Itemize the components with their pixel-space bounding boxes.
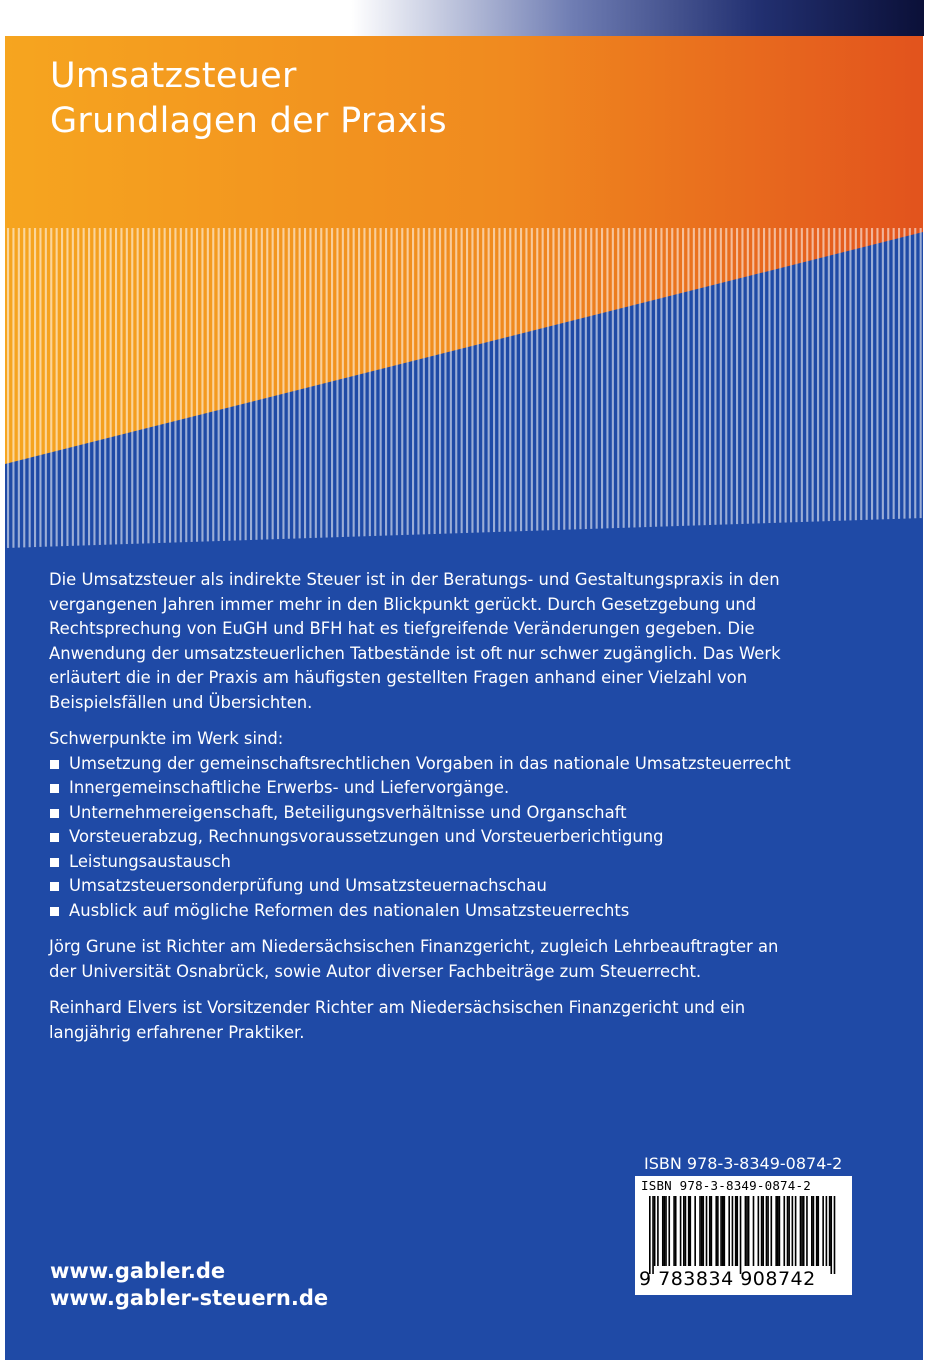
stripe xyxy=(380,228,382,536)
stripe xyxy=(272,228,274,539)
square-bullet-icon xyxy=(50,907,59,916)
stripe xyxy=(531,228,533,531)
barcode-bar xyxy=(735,1196,737,1266)
stripe xyxy=(682,228,684,526)
stripe xyxy=(698,228,700,525)
stripe xyxy=(779,228,781,523)
stripe xyxy=(277,228,279,539)
stripe xyxy=(191,228,193,542)
barcode-bar xyxy=(685,1196,687,1266)
stripe xyxy=(887,228,889,519)
barcode-bar xyxy=(694,1196,696,1266)
stripe xyxy=(342,228,344,537)
stripe xyxy=(126,228,128,544)
stripe xyxy=(261,228,263,540)
barcode-bar xyxy=(652,1196,654,1274)
barcode-bar xyxy=(816,1196,818,1266)
websites xyxy=(50,1258,328,1312)
barcode-bar xyxy=(728,1196,730,1266)
focus-heading: Schwerpunkte im Werk sind: xyxy=(49,729,284,748)
barcode-bar xyxy=(761,1196,763,1266)
stripe xyxy=(169,228,171,543)
stripe xyxy=(299,228,301,538)
stripe xyxy=(331,228,333,537)
stripe xyxy=(137,228,139,544)
stripe xyxy=(439,228,441,534)
barcode-bar xyxy=(783,1196,785,1266)
stripe xyxy=(250,228,252,540)
stripe xyxy=(806,228,808,522)
barcode-bar xyxy=(746,1196,748,1266)
stripe xyxy=(839,228,841,521)
website-gabler[interactable]: www.gabler.de xyxy=(50,1259,226,1283)
barcode-digits: 9 783834 908742 xyxy=(639,1268,816,1290)
stripe xyxy=(83,228,85,545)
stripe xyxy=(525,228,527,531)
stripe xyxy=(617,228,619,528)
stripe xyxy=(461,228,463,533)
barcode-bar xyxy=(702,1196,704,1266)
barcode-bar xyxy=(711,1196,713,1266)
barcode-bar xyxy=(748,1196,750,1266)
stripe xyxy=(120,228,122,544)
stripe xyxy=(99,228,101,545)
barcode-bar xyxy=(813,1196,815,1266)
barcode-bar xyxy=(795,1196,797,1266)
stripe xyxy=(488,228,490,532)
stripe xyxy=(288,228,290,539)
barcode-bar xyxy=(806,1196,808,1266)
stripe xyxy=(423,228,425,534)
stripe xyxy=(606,228,608,528)
barcode-bar xyxy=(690,1196,692,1266)
list-item: Ausblick auf mögliche Reformen des nationalen Umsatzsteuerrechts xyxy=(49,899,809,924)
stripe xyxy=(871,228,873,520)
barcode-bar xyxy=(779,1196,781,1266)
stripe xyxy=(34,228,36,547)
stripe xyxy=(504,228,506,532)
stripe xyxy=(153,228,155,543)
list-item: Vorsteuerabzug, Rechnungsvoraussetzungen und Vorsteuerberichtigung xyxy=(49,825,809,850)
description xyxy=(49,568,809,1045)
barcode-bar xyxy=(699,1196,701,1266)
barcode-bar xyxy=(829,1196,831,1266)
stripe xyxy=(666,228,668,526)
stripe xyxy=(509,228,511,532)
barcode-bar xyxy=(717,1196,719,1266)
stripe xyxy=(914,228,916,518)
stripe xyxy=(353,228,355,537)
stripe xyxy=(844,228,846,521)
barcode-bar xyxy=(753,1196,755,1266)
stripe xyxy=(693,228,695,526)
stripe xyxy=(709,228,711,525)
stripe xyxy=(228,228,230,541)
stripe xyxy=(563,228,565,530)
stripe xyxy=(234,228,236,541)
stripe xyxy=(347,228,349,537)
stripe xyxy=(569,228,571,530)
stripe xyxy=(23,228,25,547)
book-back-cover xyxy=(5,36,923,1360)
title-line-1: Umsatzsteuer xyxy=(50,56,297,96)
stripe xyxy=(833,228,835,521)
stripe xyxy=(77,228,79,546)
stripe xyxy=(61,228,63,546)
barcode-bar xyxy=(720,1196,722,1266)
stripe xyxy=(909,228,911,518)
stripe xyxy=(336,228,338,537)
stripe xyxy=(817,228,819,521)
isbn-label: ISBN 978-3-8349-0874-2 xyxy=(644,1154,843,1173)
stripe xyxy=(455,228,457,533)
stripe xyxy=(542,228,544,530)
stripe xyxy=(428,228,430,534)
stripe xyxy=(671,228,673,526)
stripe xyxy=(12,228,14,548)
stripe xyxy=(434,228,436,534)
top-edge-gradient xyxy=(0,0,924,36)
barcode-bar xyxy=(722,1196,724,1266)
list-item: Unternehmereigenschaft, Beteiligungsverhältnisse und Organschaft xyxy=(49,801,809,826)
barcode-bar xyxy=(701,1196,703,1266)
stripe xyxy=(369,228,371,536)
stripe xyxy=(579,228,581,529)
square-bullet-icon xyxy=(50,809,59,818)
stripe xyxy=(39,228,41,547)
stripe xyxy=(158,228,160,543)
barcode-bar xyxy=(736,1196,738,1266)
stripe xyxy=(212,228,214,541)
stripe xyxy=(547,228,549,530)
stripe xyxy=(185,228,187,542)
stripe xyxy=(498,228,500,532)
stripe xyxy=(704,228,706,525)
stripe xyxy=(714,228,716,525)
barcode-bar xyxy=(830,1196,832,1274)
barcode-bar xyxy=(683,1196,685,1266)
stripe xyxy=(601,228,603,529)
stripe xyxy=(407,228,409,535)
stripe xyxy=(401,228,403,535)
stripe xyxy=(747,228,749,524)
barcode-bar xyxy=(767,1196,769,1266)
barcode-isbn-text: ISBN 978-3-8349-0874-2 xyxy=(641,1178,811,1193)
stripe xyxy=(207,228,209,541)
stripe xyxy=(725,228,727,524)
stripe xyxy=(66,228,68,546)
stripe xyxy=(628,228,630,528)
stripe xyxy=(812,228,814,522)
barcode-bar xyxy=(811,1196,813,1266)
stripe xyxy=(585,228,587,529)
barcode-bar xyxy=(709,1196,711,1266)
stripe xyxy=(612,228,614,528)
barcode-bar xyxy=(788,1196,790,1266)
barcode-bar xyxy=(766,1196,768,1266)
barcode-bar xyxy=(675,1196,677,1266)
stripe xyxy=(795,228,797,522)
stripe xyxy=(115,228,117,544)
barcode-bar xyxy=(740,1196,742,1274)
square-bullet-icon xyxy=(50,760,59,769)
stripe xyxy=(444,228,446,534)
stripe xyxy=(223,228,225,541)
stripe xyxy=(785,228,787,523)
stripe xyxy=(131,228,133,544)
stripe xyxy=(552,228,554,530)
stripe xyxy=(363,228,365,536)
barcode-bar xyxy=(834,1196,836,1274)
stripe xyxy=(655,228,657,527)
barcode-bar xyxy=(664,1196,666,1266)
book-title xyxy=(50,54,447,144)
barcode-bar xyxy=(649,1196,651,1274)
stripe xyxy=(849,228,851,520)
intro-paragraph: Die Umsatzsteuer als indirekte Steuer ist in der Beratungs- und Gestaltungspraxis in den vergangenen Jahren immer mehr in den Blickpunkt gerückt. Durch Gesetzgebung und Rechtsprechung von EuGH und BFH hat es tiefgreifende Veränderungen gegeben. Die Anwendung der umsatzsteuerlichen Tatbestände ist oft nur schwer zugänglich. Das Werk erläutert die in der Praxis am häufigsten gestellten Fragen anhand einer Vielzahl von Beispielsfällen und Übersichten. xyxy=(49,570,781,712)
stripe xyxy=(396,228,398,535)
list-item: Leistungsaustausch xyxy=(49,850,809,875)
stripe xyxy=(493,228,495,532)
stripe xyxy=(255,228,257,540)
barcode-bar xyxy=(775,1196,777,1266)
barcode-bar xyxy=(745,1196,747,1266)
barcode-bar xyxy=(724,1196,726,1266)
stripe xyxy=(741,228,743,524)
barcode-bar xyxy=(680,1196,682,1266)
stripe xyxy=(196,228,198,542)
stripe xyxy=(72,228,74,546)
barcode-bar xyxy=(657,1196,659,1266)
barcode-bar xyxy=(822,1196,824,1266)
stripe xyxy=(687,228,689,526)
list-item: Umsetzung der gemeinschaftsrechtlichen Vorgaben in das nationale Umsatzsteuerrecht xyxy=(49,752,809,777)
stripe xyxy=(882,228,884,519)
stripe xyxy=(920,228,922,518)
stripe xyxy=(736,228,738,524)
stripe xyxy=(45,228,47,547)
square-bullet-icon xyxy=(50,858,59,867)
barcode-bar xyxy=(715,1196,717,1266)
stripe xyxy=(828,228,830,521)
stripe xyxy=(142,228,144,544)
barcode-bar xyxy=(673,1196,675,1266)
barcode-bar xyxy=(758,1196,760,1266)
stripe xyxy=(180,228,182,542)
author-grune: Jörg Grune ist Richter am Niedersächsischen Finanzgericht, zugleich Lehrbeauftragter an der Universität Osnabrück, sowie Autor diverser Fachbeiträge zum Steuerrecht. xyxy=(49,937,779,981)
stripe xyxy=(477,228,479,533)
stripe xyxy=(7,228,9,548)
stripe xyxy=(147,228,149,543)
barcode-bar xyxy=(800,1196,802,1266)
stripe xyxy=(763,228,765,523)
stripe xyxy=(482,228,484,532)
stripe xyxy=(390,228,392,535)
stripe xyxy=(903,228,905,519)
barcode-bar xyxy=(662,1196,664,1266)
list-item: Innergemeinschaftliche Erwerbs- und Liefervorgänge. xyxy=(49,776,809,801)
title-line-2: Grundlagen der Praxis xyxy=(50,101,447,141)
stripe xyxy=(245,228,247,540)
stripe xyxy=(596,228,598,529)
stripe xyxy=(50,228,52,547)
square-bullet-icon xyxy=(50,882,59,891)
stripe xyxy=(450,228,452,533)
barcode-bar xyxy=(792,1196,794,1266)
stripe xyxy=(536,228,538,531)
stripe xyxy=(866,228,868,520)
stripe xyxy=(633,228,635,527)
website-gabler-steuern[interactable]: www.gabler-steuern.de xyxy=(50,1286,329,1310)
stripe xyxy=(790,228,792,522)
barcode-bar xyxy=(787,1196,789,1266)
stripe xyxy=(774,228,776,523)
stripe xyxy=(893,228,895,519)
barcode-bar xyxy=(688,1196,690,1266)
stripe xyxy=(266,228,268,539)
barcode-bar xyxy=(665,1196,667,1266)
stripe xyxy=(164,228,166,543)
stripe xyxy=(855,228,857,520)
stripe xyxy=(644,228,646,527)
square-bullet-icon xyxy=(50,784,59,793)
barcode-bar xyxy=(801,1196,803,1266)
stripe xyxy=(18,228,20,548)
stripe xyxy=(385,228,387,536)
square-bullet-icon xyxy=(50,833,59,842)
stripe xyxy=(515,228,517,531)
stripe xyxy=(309,228,311,538)
stripe xyxy=(320,228,322,538)
barcode-bar xyxy=(803,1196,805,1266)
stripe xyxy=(412,228,414,535)
stripe xyxy=(822,228,824,521)
stripe xyxy=(731,228,733,524)
stripe xyxy=(201,228,203,542)
stripe xyxy=(110,228,112,545)
stripe xyxy=(56,228,58,546)
stripe xyxy=(677,228,679,526)
stripe xyxy=(326,228,328,538)
stripe xyxy=(558,228,560,530)
stripe xyxy=(29,228,31,547)
stripe xyxy=(358,228,360,536)
stripe xyxy=(315,228,317,538)
barcode-bar xyxy=(762,1196,764,1266)
barcode-bar xyxy=(777,1196,779,1266)
stripe xyxy=(374,228,376,536)
stripe xyxy=(898,228,900,519)
stripe xyxy=(218,228,220,541)
barcode xyxy=(635,1176,852,1295)
stripe xyxy=(623,228,625,528)
stripe xyxy=(768,228,770,523)
barcode-bar xyxy=(706,1196,708,1266)
stripe xyxy=(590,228,592,529)
barcode-bar xyxy=(732,1196,734,1266)
stripe xyxy=(93,228,95,545)
barcode-bar xyxy=(654,1196,656,1266)
stripe xyxy=(471,228,473,533)
stripe xyxy=(639,228,641,527)
focus-list xyxy=(49,752,809,924)
stripe xyxy=(758,228,760,523)
stripe xyxy=(174,228,176,542)
stripe xyxy=(720,228,722,525)
stripe xyxy=(752,228,754,524)
barcode-bar xyxy=(817,1196,819,1266)
stripe xyxy=(650,228,652,527)
author-elvers: Reinhard Elvers ist Vorsitzender Richter am Niedersächsischen Finanzgericht und ein langjährig erfahrener Praktiker. xyxy=(49,998,746,1042)
stripe xyxy=(466,228,468,533)
stripe xyxy=(104,228,106,545)
list-item: Umsatzsteuersonderprüfung und Umsatzsteuernachschau xyxy=(49,874,809,899)
barcode-bar xyxy=(668,1196,670,1266)
stripe xyxy=(417,228,419,535)
stripe xyxy=(239,228,241,540)
barcode-bar xyxy=(826,1196,828,1266)
stripe xyxy=(520,228,522,531)
stripe xyxy=(860,228,862,520)
barcode-bar xyxy=(771,1196,773,1266)
stripe xyxy=(88,228,90,545)
stripe xyxy=(574,228,576,529)
stripe xyxy=(660,228,662,527)
stripe xyxy=(801,228,803,522)
stripe xyxy=(876,228,878,520)
stripe xyxy=(293,228,295,539)
stripe xyxy=(304,228,306,538)
stripe xyxy=(282,228,284,539)
